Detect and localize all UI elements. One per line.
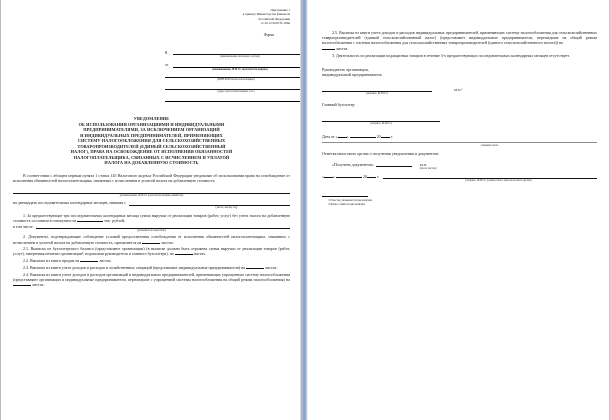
head-stamp-label: М.П.² bbox=[454, 88, 463, 93]
accountant-signature-caption: (подпись, Ф.И.О.¹) bbox=[370, 121, 392, 125]
item-2-2-unit: листах. bbox=[99, 258, 112, 264]
item-2-2-text: 2.2. Выписка из книги продаж на bbox=[23, 258, 80, 264]
item-2-3-unit: листах. bbox=[265, 264, 278, 270]
item-2-4-text: 2.4. Выписка из книги учета доходов и расходов организаций и индивидуальных предпринимателей, применяющих упрощенную систему налогообложения (представляют организации и индивидуальные предприниматели, перешедшие с упрощенной системы налогообложения на общий режим налогообложения) на bbox=[13, 271, 290, 282]
tearoff-date-row bbox=[322, 172, 597, 179]
addressee-extra-field[interactable] bbox=[165, 95, 300, 102]
tearoff-caption: отрывная часть bbox=[480, 143, 499, 147]
item-1 bbox=[13, 213, 290, 223]
tearoff-official-caption: (подпись, Ф.И.О.¹ должностного лица налогового органа) bbox=[465, 179, 532, 183]
item-2-2 bbox=[13, 258, 290, 263]
item-2-unit: листах: bbox=[161, 239, 174, 245]
page-left bbox=[0, 0, 300, 420]
title-line-6: НАЛОГ), ПРАВА НА ОСВОБОЖДЕНИЕ ОТ ИСПОЛНЕНИЯ ОБЯЗАННОСТЕЙ bbox=[70, 149, 233, 155]
tearoff-year-prefix: 20 bbox=[363, 173, 367, 179]
item-2-4 bbox=[13, 272, 290, 288]
page-right bbox=[308, 0, 610, 420]
addressee-to-field[interactable] bbox=[173, 47, 300, 55]
item-2-5-text: 2.5. Выписка из книги учета доходов и расходов индивидуальных предпринимателей, применяющих систему налогообложения для сельскохозяйственных товаропроизводителей (единый сельскохозяйственный налог) (представляют индивидуальные предприниматели, перешедшие на общий режим налогообложения с системы налогообложения для сельскохозяйственных товаропроизводителей (единого сельскохозяйственного налога)) на bbox=[322, 30, 597, 46]
item-2-pages-field[interactable] bbox=[142, 243, 160, 244]
addressee-from-caption: (наименование, Ф.И.О.¹ налогоплательщика) bbox=[212, 67, 268, 71]
tearoff-official-signature-field[interactable] bbox=[383, 172, 597, 179]
header-line-2: к приказу Министерства финансов bbox=[242, 12, 290, 17]
item-2-1-unit: листах. bbox=[193, 251, 207, 257]
item-1-unit: тыс. рублей, bbox=[104, 217, 126, 223]
tearoff-received-label: «Получено документов» bbox=[332, 161, 374, 167]
header-line-3: Российской Федерации bbox=[258, 16, 290, 21]
period-date-caption: (число, месяц, год) bbox=[215, 205, 238, 209]
title-line-0: УВЕДОМЛЕНИЕ bbox=[133, 116, 170, 122]
date-label: Дата от bbox=[322, 133, 335, 139]
addressee-to-caption: (наименование налогового органа) bbox=[220, 55, 260, 59]
item-3: 3. Деятельность по реализации подакцизных товаров в течение 3-х предшествующих последовательных календарных месяцев отсутствует. bbox=[332, 52, 570, 58]
item-2-3-text: 2.3. Выписка из книги учета доходов и расходов и хозяйственных операций (представляют индивидуальные предприниматели) на bbox=[23, 264, 246, 270]
date-year-field[interactable] bbox=[381, 137, 390, 138]
item-2-1-pages-field[interactable] bbox=[175, 254, 193, 255]
tearoff-title: Отметка налогового органа о получении уведомления и документов: bbox=[322, 150, 439, 156]
item-2-4-unit: листах. bbox=[32, 281, 45, 287]
item-1-text: 1. За предшествующие три последовательных календарных месяца сумма выручки от реализации товаров (работ, услуг) без учета налога на добавленную стоимость составила в совокупности bbox=[13, 212, 290, 223]
addressee-block bbox=[165, 47, 300, 102]
date-quote-close: » bbox=[346, 133, 349, 139]
addressee-address-field[interactable] bbox=[165, 83, 300, 90]
item-2-5-unit: листах. bbox=[336, 45, 349, 51]
date-year-prefix: 20 bbox=[376, 133, 381, 139]
footnote-separator bbox=[322, 196, 368, 197]
footnote-1: ¹ Отчество указывается при наличии. bbox=[328, 198, 373, 202]
addressee-from-row bbox=[165, 60, 300, 68]
document-title bbox=[13, 116, 290, 166]
head-signature-field[interactable] bbox=[322, 83, 432, 92]
title-line-4: СИСТЕМУ НАЛОГООБЛОЖЕНИЯ ДЛЯ СЕЛЬСКОХОЗЯЙСТВЕННЫХ bbox=[77, 138, 226, 144]
form-word: Форма bbox=[263, 33, 274, 38]
intro-paragraph: В соответствии с абзацем первым пункта 1 статьи 145 Налогового кодекса Российской Федерации уведомляю об использовании права на освобождение от исполнения обязанностей налогоплательщика, связанных с исчислением и уплатой налога на добавленную стоимость bbox=[13, 172, 290, 184]
item-2-5-pages-field[interactable] bbox=[322, 49, 335, 50]
accountant-signature-field[interactable] bbox=[322, 113, 440, 122]
tearoff-date-close: » bbox=[333, 173, 335, 179]
date-quote-open: « bbox=[335, 133, 338, 139]
addressee-to-row bbox=[165, 47, 300, 55]
footnotes-block bbox=[322, 196, 597, 206]
item-1-breakdown-label: в том числе bbox=[13, 223, 33, 229]
period-date-field[interactable] bbox=[129, 200, 290, 206]
head-line-2: индивидуальный предприниматель bbox=[322, 72, 383, 78]
item-2-1-text: 2.1. Выписка из бухгалтерского баланса (представляют организации) (в выписке должна быть отражена сумма выручки от реализации товаров (работ, услуг), заверенная печатью организации², подписями руководителя и главного бухгалтера), на bbox=[13, 246, 290, 257]
title-line-8: НАЛОГА НА ДОБАВЛЕННУЮ СТОИМОСТЬ bbox=[104, 160, 199, 166]
period-text: на двенадцать последовательных календарных месяцев, начиная с bbox=[13, 200, 126, 206]
tearoff-date-open: « bbox=[322, 173, 324, 179]
tearoff-sheets-field[interactable] bbox=[376, 160, 412, 167]
item-2-text: 2. Документы, подтверждающие соблюдение условий предоставления освобождения от исполнения обязанностей налогоплательщика, связанных с исчислением и уплатой налога на добавленную стоимость, прилагаются на bbox=[13, 234, 290, 245]
item-1-amount-field[interactable] bbox=[77, 221, 103, 222]
tearoff-day-field[interactable] bbox=[324, 177, 333, 178]
tearoff-year-field[interactable] bbox=[367, 177, 376, 178]
applicant-name-caption: (наименование, Ф.И.О.¹ налогоплательщика-заявителя) bbox=[119, 194, 184, 198]
item-2-3 bbox=[13, 265, 290, 270]
head-line-1: Руководитель организации, bbox=[322, 66, 369, 72]
tearoff-month-field[interactable] bbox=[336, 177, 362, 178]
title-line-7: НАЛОГОПЛАТЕЛЬЩИКА, СВЯЗАННЫХ С ИСЧИСЛЕНИЕМ И УПЛАТОЙ bbox=[73, 154, 230, 160]
item-2-5-pages-row bbox=[322, 46, 597, 51]
ministry-header bbox=[163, 8, 290, 25]
accountant-label: Главный бухгалтер bbox=[322, 101, 355, 107]
addressee-inn-field[interactable] bbox=[165, 71, 300, 78]
addressee-from-label: от bbox=[165, 63, 169, 68]
item-2-3-pages-field[interactable] bbox=[246, 268, 264, 269]
tearoff-sheets-caption: (число листов) bbox=[419, 166, 437, 170]
date-suffix: г. bbox=[390, 133, 393, 139]
head-signature-row bbox=[322, 83, 597, 92]
item-2-4-pages-field[interactable] bbox=[13, 285, 31, 286]
period-row bbox=[13, 200, 290, 206]
title-line-5: ТОВАРОПРОИЗВОДИТЕЛЕЙ (ЕДИНЫЙ СЕЛЬСКОХОЗЯЙСТВЕННЫЙ bbox=[77, 143, 226, 149]
tearoff-year-suffix: г. bbox=[377, 173, 380, 179]
item-1-breakdown-caption: (указывается помесячно) bbox=[137, 229, 166, 233]
head-signature-caption: (подпись, Ф.И.О.¹) bbox=[366, 92, 388, 96]
date-row bbox=[322, 134, 597, 139]
title-line-1: ОБ ИСПОЛЬЗОВАНИИ ОРГАНИЗАЦИЯМИ И ИНДИВИДУАЛЬНЫМИ bbox=[78, 121, 225, 127]
tearoff-date-group bbox=[322, 174, 379, 179]
tearoff-stamp-label: М.П. bbox=[419, 162, 428, 167]
addressee-inn-caption: (ИНН/КПП налогоплательщика) bbox=[217, 77, 255, 81]
addressee-address-caption: (адрес налогоплательщика, тел.) bbox=[217, 90, 255, 94]
header-line-4: от 26.12.2018 № 286н bbox=[260, 21, 290, 26]
header-line-1: Приложение 1 bbox=[270, 8, 290, 12]
item-2-1 bbox=[13, 246, 290, 256]
tearoff-received-row bbox=[332, 160, 597, 167]
item-2-5 bbox=[322, 30, 597, 46]
page-gutter-divider bbox=[300, 0, 308, 420]
addressee-to-label: В bbox=[165, 50, 168, 55]
addressee-from-field[interactable] bbox=[173, 60, 300, 68]
title-line-3: И ИНДИВИДУАЛЬНЫХ ПРЕДПРИНИМАТЕЛЕЙ, ПРИМЕНЯЮЩИХ bbox=[80, 132, 223, 138]
date-month-field[interactable] bbox=[350, 137, 376, 138]
applicant-name-field[interactable] bbox=[13, 187, 290, 194]
head-signature-block bbox=[322, 67, 597, 77]
footnote-2: ² Печать ставится при наличии. bbox=[328, 202, 366, 206]
title-line-2: ПРЕДПРИНИМАТЕЛЯМИ, ЗА ИСКЛЮЧЕНИЕМ ОРГАНИЗАЦИЙ bbox=[83, 127, 220, 133]
date-day-field[interactable] bbox=[338, 137, 347, 138]
item-2-2-pages-field[interactable] bbox=[80, 261, 98, 262]
item-2 bbox=[13, 234, 290, 244]
